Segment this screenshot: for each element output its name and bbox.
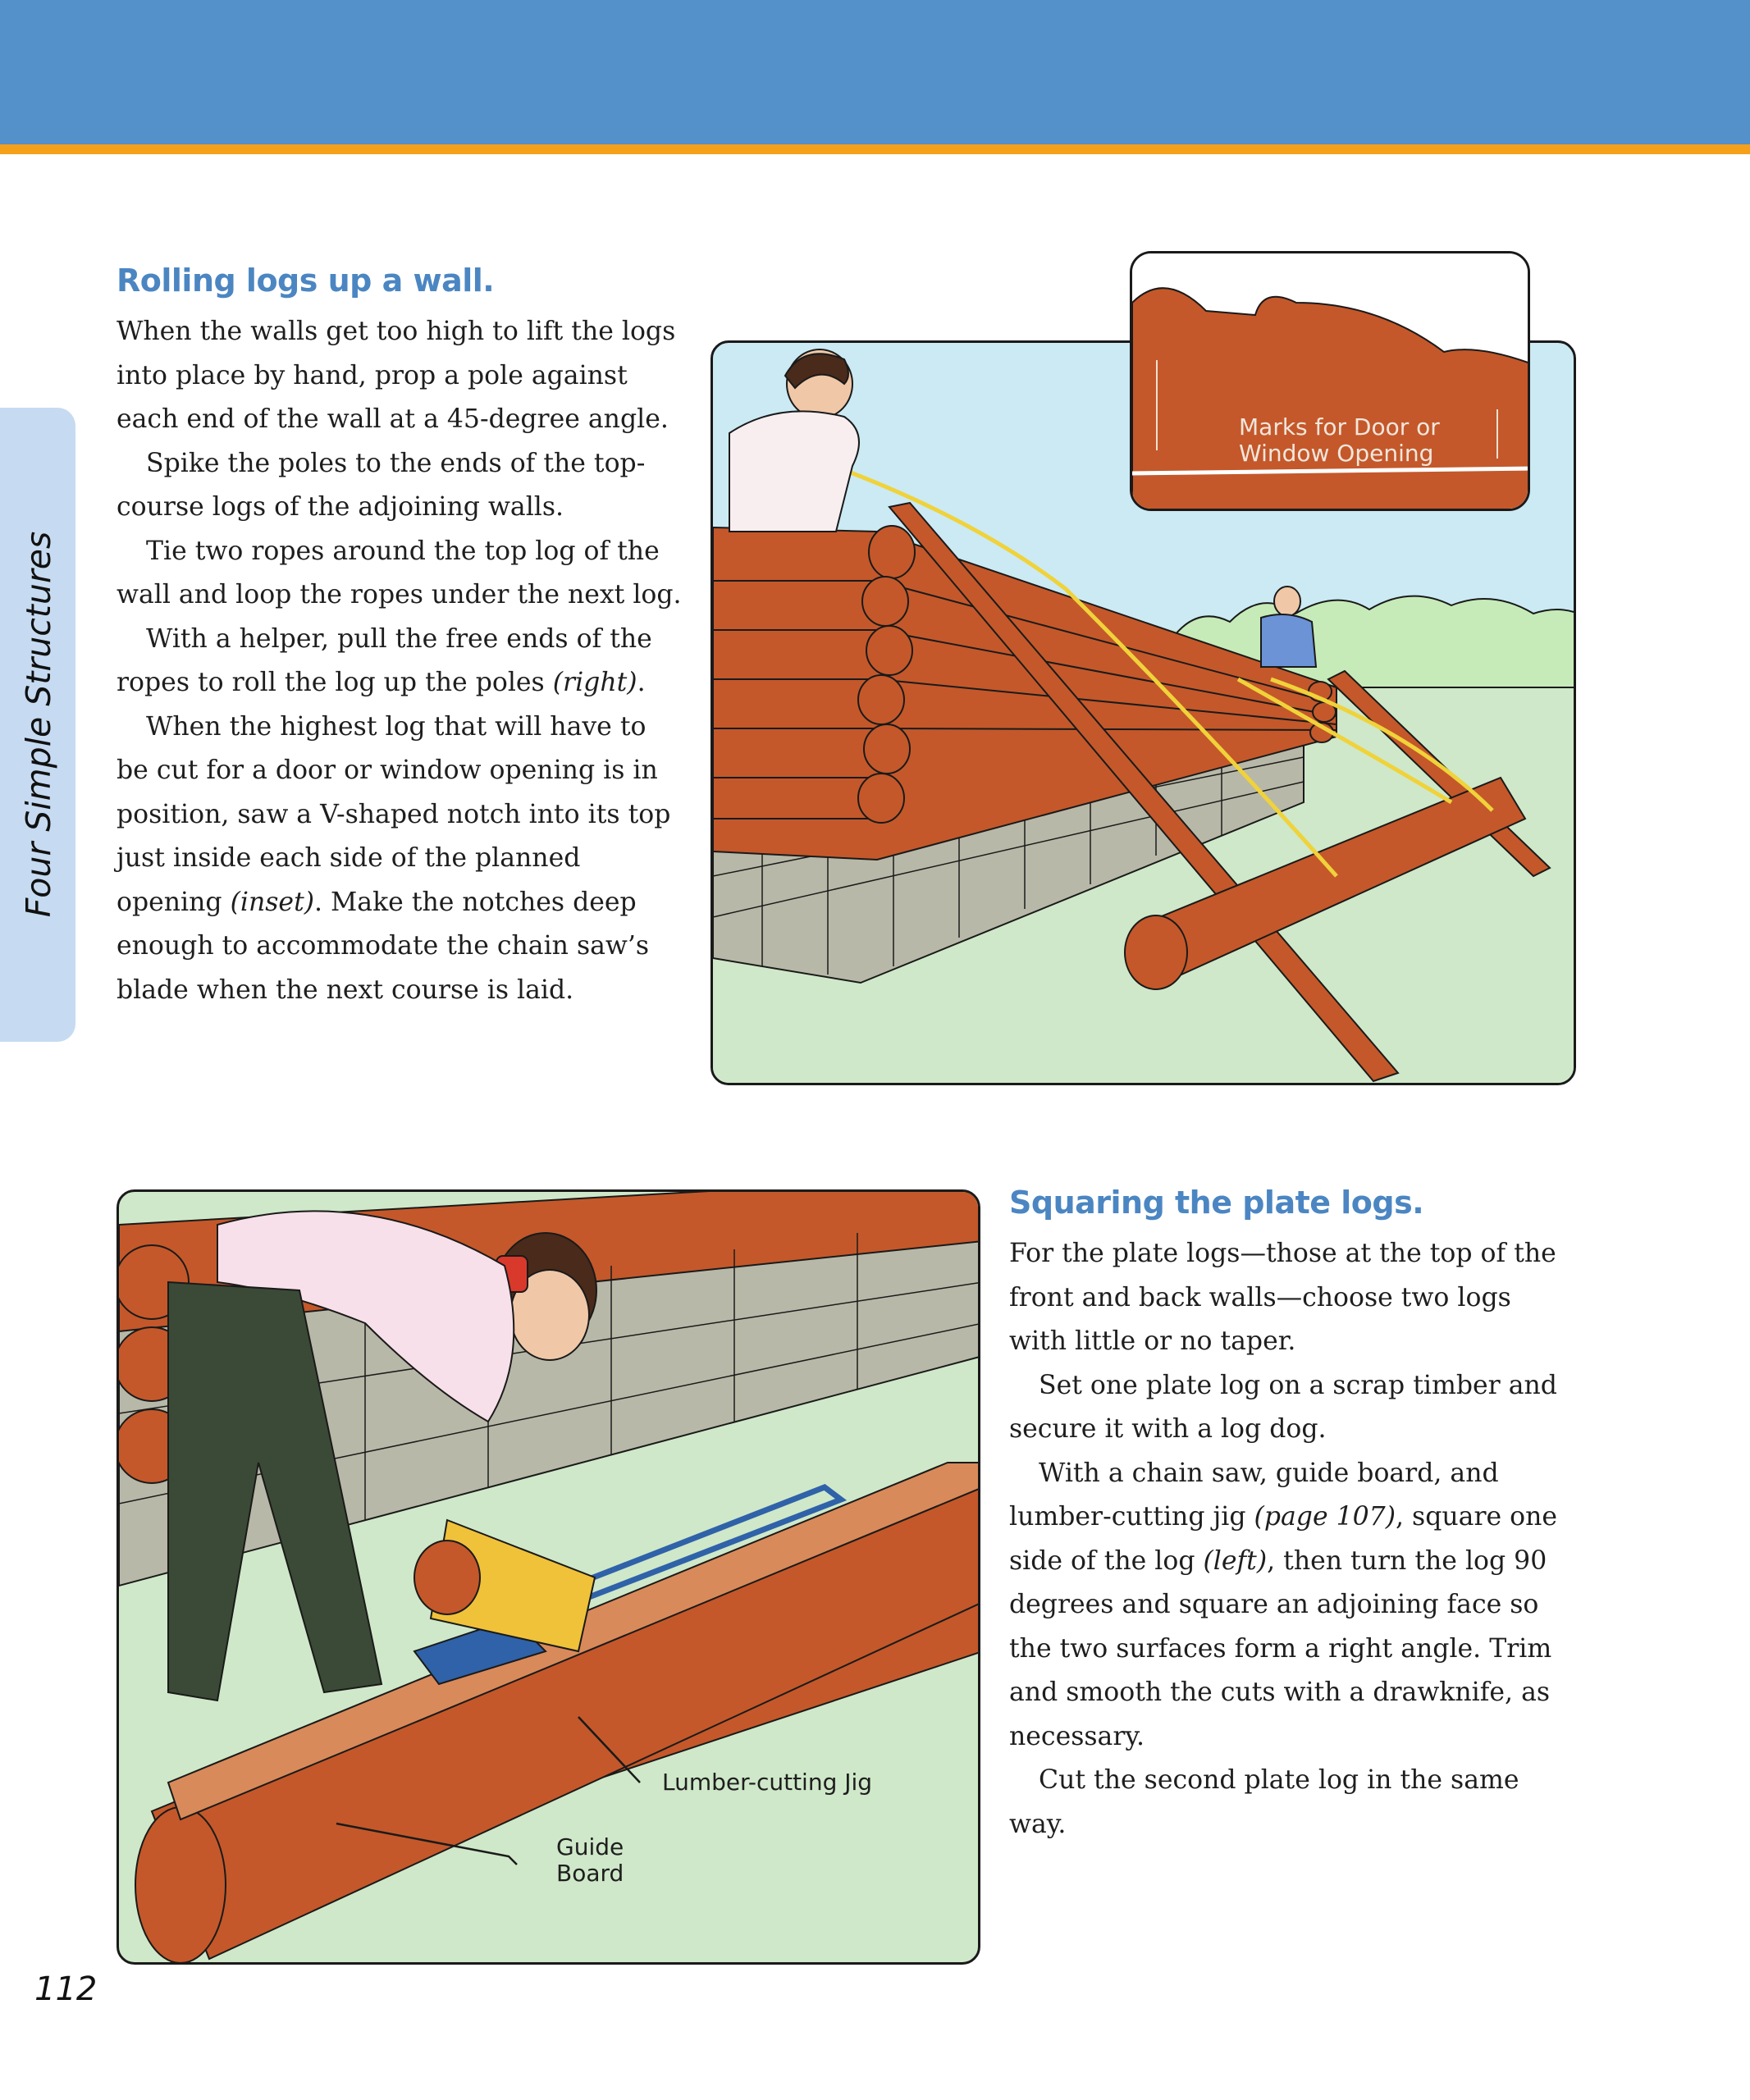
figure-reference: (inset) [230, 887, 315, 917]
section-squaring-text [1009, 1232, 1575, 1847]
section-heading-squaring-plate-logs: Squaring the plate logs. [1009, 1185, 1424, 1221]
paragraph: With a chain saw, guide board, and lumber-cutting jig (page 107), square one side of the log (left), then turn the log 90 degrees and square an adjoining face so the two surfaces form a right angle. Trim and smooth the cuts with a drawknife, as necessary. [1009, 1458, 1558, 1751]
paragraph: Spike the poles to the ends of the top-course logs of the adjoining walls. [117, 448, 646, 522]
section-heading-rolling-logs: Rolling logs up a wall. [117, 262, 495, 299]
inset-door-window-marks [1130, 251, 1530, 511]
page-number: 112 [34, 1970, 98, 2008]
label-guide-board: Guide Board [556, 1833, 624, 1887]
paragraph: Cut the second plate log in the same way. [1009, 1765, 1519, 1839]
figure-reference: (right) [552, 668, 637, 697]
paragraph: When the highest log that will have to be cut for a door or window opening is in position, saw a V-shaped notch into its top just inside each side of the planned opening (inset). Make the notches deep enough to accommodate the chain saw’s blade when the next course is laid. [117, 711, 671, 1005]
paragraph: Tie two ropes around the top log of the wall and loop the ropes under the next log. [117, 536, 682, 609]
figure-reference: (page 107) [1254, 1502, 1396, 1532]
paragraph: Set one plate log on a scrap timber and secure it with a log dog. [1009, 1370, 1557, 1444]
section-rolling-logs-text [117, 310, 683, 1012]
paragraph: When the walls get too high to lift the logs into place by hand, prop a pole against each end of the wall at a 45-degree angle. [117, 317, 676, 434]
inset-label: Marks for Door or Window Opening [1239, 413, 1440, 467]
illustration-squaring-logs [117, 1189, 980, 1965]
chapter-tab-label: Four Simple Structures [19, 531, 58, 918]
paragraph: With a helper, pull the free ends of the ropes to roll the log up the poles (right). [117, 623, 652, 697]
header-band [0, 0, 1750, 154]
figure-reference: (left) [1203, 1545, 1268, 1576]
paragraph: For the plate logs—those at the top of the front and back walls—choose two logs with little or no taper. [1009, 1239, 1556, 1356]
label-lumber-cutting-jig: Lumber-cutting Jig [662, 1769, 873, 1796]
